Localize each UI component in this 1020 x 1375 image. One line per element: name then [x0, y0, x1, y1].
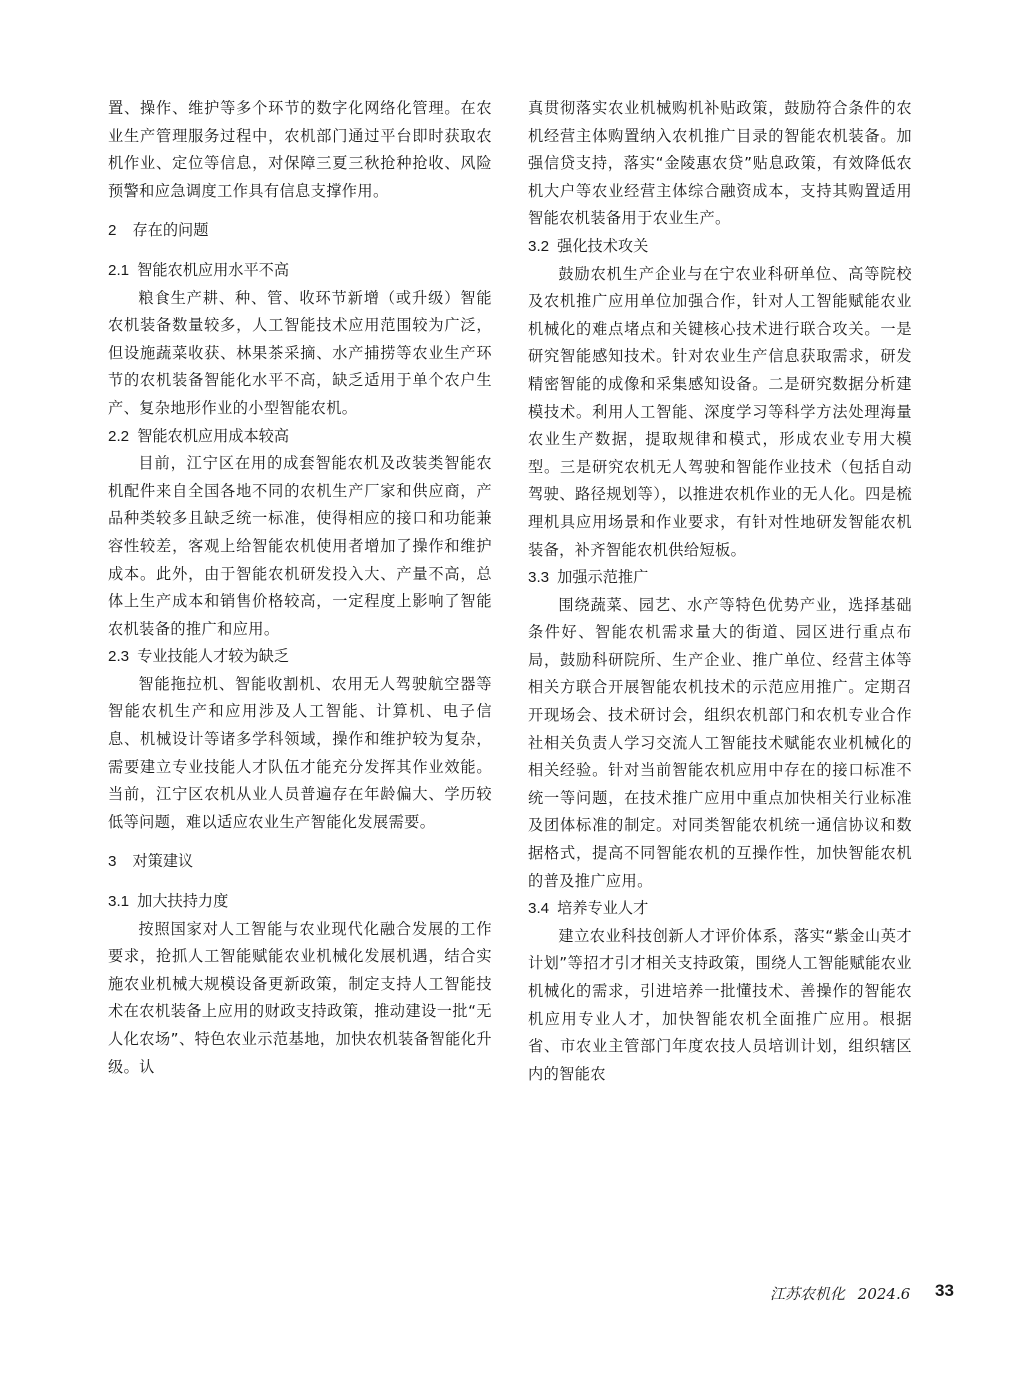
paragraph: 目前，江宁区在用的成套智能农机及改装类智能农机配件来自全国各地不同的农机生产厂家和供应商，产品种类较多且缺乏统一标准，使得相应的接口和功能兼容性较差，客观上给智能农机使用者增加了操作和维护成本。此外，由于智能农机研发投入大、产量不高，总体上生产成本和销售价格较高，一定程度上影响了智能农机装备的推广和应用。: [108, 454, 492, 638]
heading-title: 对策建议: [132, 852, 194, 871]
subsection-heading: [528, 895, 912, 923]
journal-name: 江苏农机化: [770, 1285, 846, 1303]
paragraph: 粮食生产耕、种、管、收环节新增（或升级）智能农机装备数量较多，人工智能技术应用范围较为广泛，但设施蔬菜收获、林果茶采摘、水产捕捞等农业生产环节的农机装备智能化水平不高，缺乏适用于单个农户生产、复杂地形作业的小型智能农机。: [108, 288, 492, 417]
heading-title: 存在的问题: [132, 221, 209, 240]
heading-number: 3: [108, 853, 117, 871]
running-footer: [770, 1283, 910, 1305]
heading-title: 智能农机应用成本较高: [137, 426, 289, 445]
heading-number: 2: [108, 222, 117, 240]
heading-number: 3.2: [528, 237, 550, 255]
paragraph: 建立农业科技创新人才评价体系，落实“紫金山英才计划”等招才引才相关支持政策，围绕人工智能赋能农业机械化的需求，引进培养一批懂技术、善操作的智能农机应用专业人才，加快智能农机全面推广应用。根据省、市农业主管部门年度农技人员培训计划，组织辖区内的智能农: [528, 926, 912, 1083]
paragraph: 置、操作、维护等多个环节的数字化网络化管理。在农业生产管理服务过程中，农机部门通过平台即时获取农机作业、定位等信息，对保障三夏三秋抢种抢收、风险预警和应急调度工作具有信息支撑作用。: [108, 99, 492, 200]
heading-number: 2.1: [108, 261, 130, 279]
heading-number: 3.3: [528, 569, 550, 587]
heading-number: 3.1: [108, 893, 130, 911]
page-number: 33: [935, 1281, 954, 1300]
subsection-heading: [528, 564, 912, 592]
right-column: [528, 95, 912, 1088]
subsection-heading: [108, 643, 492, 671]
heading-number: 2.2: [108, 427, 130, 445]
paragraph: 按照国家对人工智能与农业现代化融合发展的工作要求，抢抓人工智能赋能农业机械化发展机遇，结合实施农业机械大规模设备更新政策，制定支持人工智能技术在农机装备上应用的财政支持政策，推动建设一批“无人化农场”、特色农业示范基地，加快农机装备智能化升级。认: [108, 919, 492, 1076]
heading-title: 培养专业人才: [557, 899, 649, 918]
subsection-heading: [108, 423, 492, 451]
heading-title: 加强示范推广: [557, 568, 649, 587]
section-heading: [108, 848, 492, 876]
heading-title: 智能农机应用水平不高: [137, 260, 289, 279]
heading-title: 加大扶持力度: [137, 892, 229, 911]
subsection-heading: [108, 888, 492, 916]
paragraph: 真贯彻落实农业机械购机补贴政策，鼓励符合条件的农机经营主体购置纳入农机推广目录的智能农机装备。加强信贷支持，落实“金陵惠农贷”贴息政策，有效降低农机大户等农业经营主体综合融资成本，支持其购置适用智能农机装备用于农业生产。: [528, 99, 912, 228]
paragraph: 智能拖拉机、智能收割机、农用无人驾驶航空器等智能农机生产和应用涉及人工智能、计算机、电子信息、机械设计等诸多学科领域，操作和维护较为复杂，需要建立专业技能人才队伍才能充分发挥其作业效能。当前，江宁区农机从业人员普遍存在年龄偏大、学历较低等问题，难以适应农业生产智能化发展需要。: [108, 674, 492, 831]
heading-title: 专业技能人才较为缺乏: [137, 647, 289, 666]
heading-number: 2.3: [108, 648, 130, 666]
issue-number: 2024.6: [857, 1285, 911, 1303]
subsection-heading: [108, 257, 492, 285]
heading-title: 强化技术攻关: [557, 236, 649, 255]
left-column: [108, 95, 492, 1081]
paragraph: 围绕蔬菜、园艺、水产等特色优势产业，选择基础条件好、智能农机需求量大的街道、园区进行重点布局，鼓励科研院所、生产企业、推广单位、经营主体等相关方联合开展智能农机技术的示范应用推广。定期召开现场会、技术研讨会，组织农机部门和农机专业合作社相关负责人学习交流人工智能技术赋能农业机械化的相关经验。针对当前智能农机应用中存在的接口标准不统一等问题，在技术推广应用中重点加快相关行业标准及团体标准的制定。对同类智能农机统一通信协议和数据格式，提高不同智能农机的互操作性，加快智能农机的普及推广应用。: [528, 595, 912, 890]
heading-number: 3.4: [528, 900, 550, 918]
subsection-heading: [528, 233, 912, 261]
paragraph: 鼓励农机生产企业与在宁农业科研单位、高等院校及农机推广应用单位加强合作，针对人工智能赋能农业机械化的难点堵点和关键核心技术进行联合攻关。一是研究智能感知技术。针对农业生产信息获取需求，研发精密智能的成像和采集感知设备。二是研究数据分析建模技术。利用人工智能、深度学习等科学方法处理海量农业生产数据，提取规律和模式，形成农业专用大模型。三是研究农机无人驾驶和智能作业技术（包括自动驾驶、路径规划等），以推进农机作业的无人化。四是梳理机具应用场景和作业要求，有针对性地研发智能农机装备，补齐智能农机供给短板。: [528, 264, 912, 559]
section-heading: [108, 217, 492, 245]
